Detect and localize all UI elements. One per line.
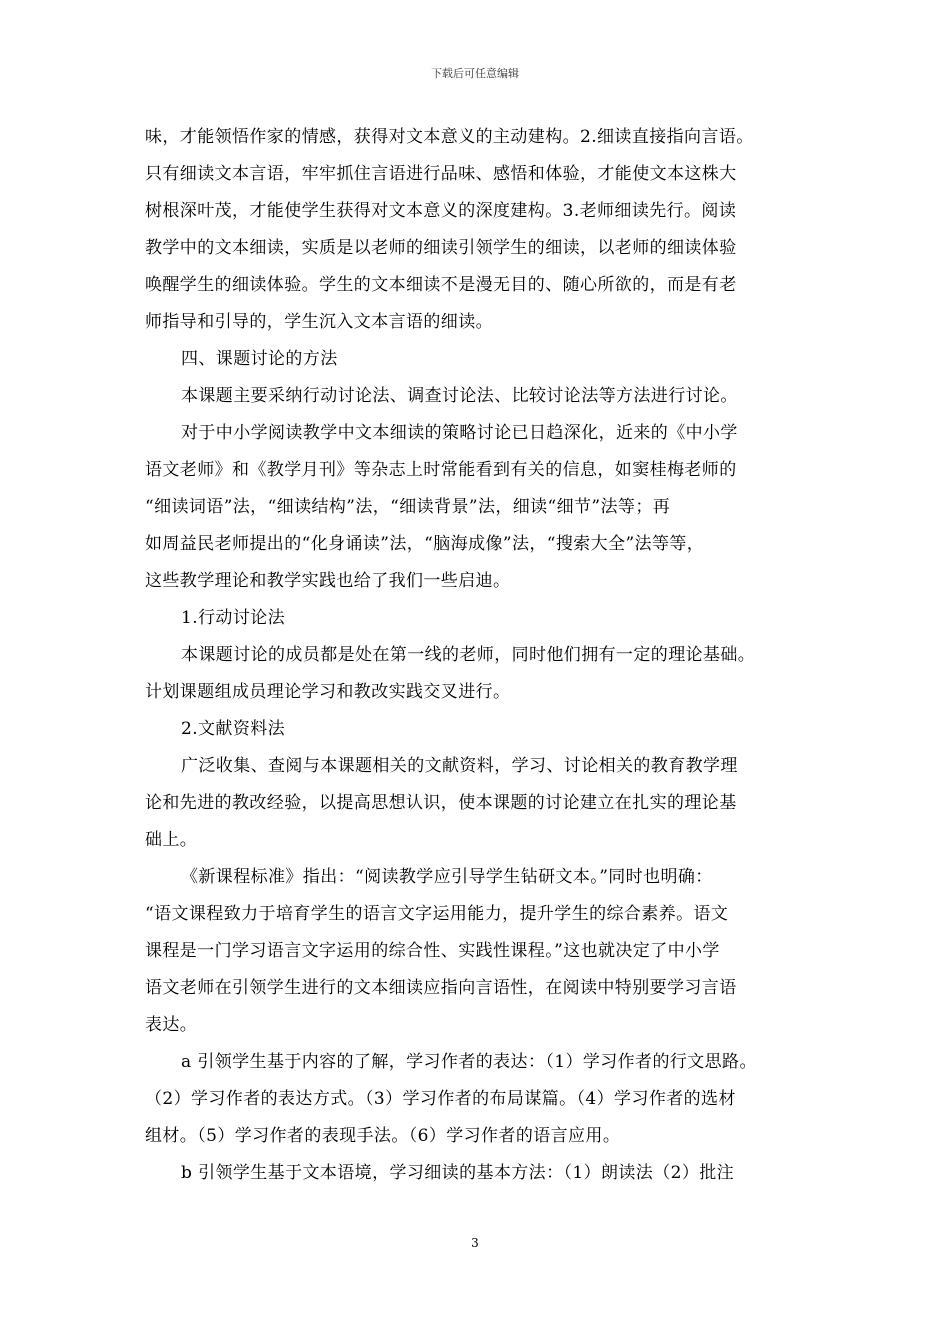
text-line: 组材。（5）学习作者的表现手法。（6）学习作者的语言应用。 (145, 1126, 621, 1146)
paragraph-literature-method (145, 748, 809, 859)
text-line: 唤醒学生的细读体验。学生的文本细读不是漫无目的、随心所欲的，而是有老 (145, 275, 737, 295)
text-line: 论和先进的教改经验，以提高思想认识，使本课题的讨论建立在扎实的理论基 (145, 793, 737, 813)
text-line: 本课题讨论的成员都是处在第一线的老师，同时他们拥有一定的理论基础。 (181, 645, 756, 665)
text-line: 这些教学理论和教学实践也给了我们一些启迪。 (145, 571, 511, 591)
text-line: 语文老师》和《教学月刊》等杂志上时常能看到有关的信息，如窦桂梅老师的 (145, 460, 737, 480)
text-line: a 引领学生基于内容的了解，学习作者的表达：（1）学习作者的行文思路。 (181, 1052, 757, 1072)
text-line: 只有细读文本言语，牢牢抓住言语进行品味、感悟和体验，才能使文本这株大 (145, 164, 737, 184)
page-number: 3 (471, 1236, 479, 1250)
text-line: 树根深叶茂，才能使学生获得对文本意义的深度建构。3.老师细读先行。阅读 (145, 201, 737, 221)
text-line: 课程是一门学习语言文字运用的综合性、实践性课程。”这也就决定了中小学 (145, 941, 720, 961)
text-line: 如周益民老师提出的“化身诵读”法，“脑海成像”法，“搜索大全”法等等， (145, 534, 705, 554)
paragraph-strategy-research (145, 415, 809, 600)
text-line: 对于中小学阅读教学中文本细读的策略讨论已日趋深化，近来的《中小学 (181, 423, 738, 443)
text-line: “细读词语”法，“细读结构”法，“细读背景”法，细读“细节”法等；再 (145, 497, 671, 517)
subheading-literature-method: 2.文献资料法 (181, 719, 286, 739)
paragraph-action-research (145, 637, 809, 711)
text-line: 表达。 (145, 1015, 198, 1035)
text-line: 计划课题组成员理论学习和教改实践交叉进行。 (145, 682, 511, 702)
text-line: 语文老师在引领学生进行的文本细读应指向言语性，在阅读中特别要学习言语 (145, 978, 737, 998)
paragraph-detail-reading (145, 119, 809, 341)
paragraph-methods-intro: 本课题主要采纳行动讨论法、调查讨论法、比较讨论法等方法进行讨论。 (181, 386, 738, 406)
page-header: 下载后可任意编辑 (431, 67, 519, 80)
text-line: b 引领学生基于文本语境，学习细读的基本方法：（1）朗读法（2）批注 (181, 1163, 735, 1183)
text-line: 味，才能领悟作家的情感，获得对文本意义的主动建构。2.细读直接指向言语。 (145, 127, 754, 147)
text-line: 础上。 (145, 830, 198, 850)
document-body (145, 119, 809, 1192)
subheading-action-research: 1.行动讨论法 (181, 608, 286, 628)
paragraph-item-a (145, 1044, 809, 1155)
text-line: （2）学习作者的表达方式。（3）学习作者的布局谋篇。（4）学习作者的选材 (145, 1089, 736, 1109)
text-line: 广泛收集、查阅与本课题相关的文献资料，学习、讨论相关的教育教学理 (181, 756, 738, 776)
text-line: 《新课程标准》指出：“阅读教学应引导学生钻研文本。”同时也明确： (181, 867, 713, 887)
section-heading: 四、课题讨论的方法 (181, 349, 338, 369)
text-line: 师指导和引导的，学生沉入文本言语的细读。 (145, 312, 493, 332)
paragraph-curriculum-standard (145, 859, 809, 1044)
paragraph-item-b (145, 1155, 809, 1192)
text-line: “语文课程致力于培育学生的语言文字运用能力，提升学生的综合素养。语文 (145, 904, 729, 924)
text-line: 教学中的文本细读，实质是以老师的细读引领学生的细读，以老师的细读体验 (145, 238, 737, 258)
